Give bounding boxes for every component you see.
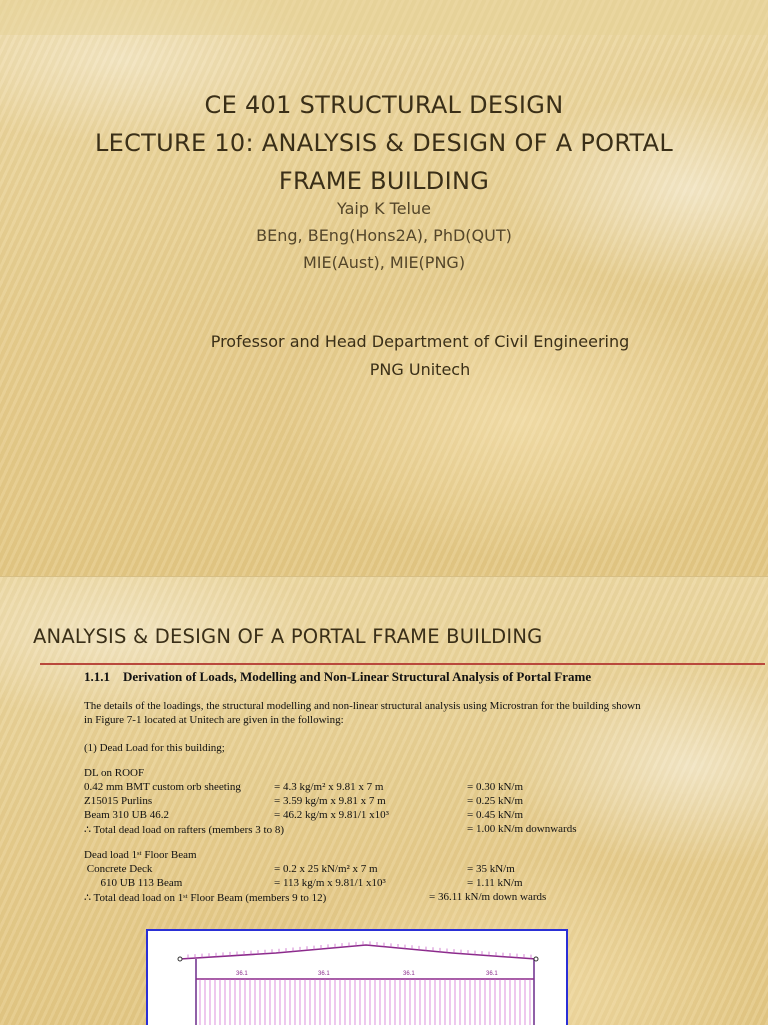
author-name: Yaip K Telue	[337, 199, 431, 218]
row-calc: = 113 kg/m x 9.81/1 x10³	[274, 877, 386, 889]
row-result: = 0.25 kN/m	[467, 795, 524, 807]
floor-row	[84, 877, 644, 891]
title-line: CE 401 STRUCTURAL DESIGN	[204, 91, 564, 119]
row-result: = 0.30 kN/m	[467, 781, 524, 793]
total-label: ∴ Total dead load on rafters (members 3 to 8)	[84, 824, 284, 836]
row-result: = 35 kN/m	[467, 863, 515, 875]
title-line: LECTURE 10: ANALYSIS & DESIGN OF A PORTAL	[94, 129, 674, 157]
floor-heading-text: Dead load 1ˢᵗ Floor Beam	[84, 849, 197, 861]
title-rule	[40, 663, 765, 665]
intro-paragraph: The details of the loadings, the structural modelling and non-linear structural analysis using Microstran for the building shown in Figure 7-1 located at Unitech are given in the following:	[84, 700, 641, 726]
row-result: = 1.11 kN/m	[467, 877, 523, 889]
row-calc: = 4.3 kg/m² x 9.81 x 7 m	[274, 781, 384, 793]
row-item: Concrete Deck	[84, 863, 153, 875]
author-memberships: MIE(Aust), MIE(PNG)	[302, 253, 466, 272]
dead-load-label: (1) Dead Load for this building;	[84, 742, 225, 754]
portal-frame-diagram	[148, 931, 566, 1025]
affiliation-block	[0, 328, 768, 384]
row-item: Beam 310 UB 46.2	[84, 809, 169, 821]
roof-load-arrows	[188, 941, 531, 958]
node	[534, 957, 538, 961]
row-item: 0.42 mm BMT custom orb sheeting	[84, 781, 241, 793]
load-label: 36.1	[318, 971, 330, 977]
document-excerpt	[84, 669, 644, 905]
total-value: = 1.00 kN/m downwards	[467, 823, 577, 835]
section-number: 1.1.1	[84, 669, 110, 684]
section-heading	[84, 669, 644, 685]
section-title: Derivation of Loads, Modelling and Non-Linear Structural Analysis of Portal Frame	[123, 669, 592, 684]
total-value: = 36.11 kN/m down wards	[429, 891, 547, 903]
roof-row	[84, 795, 644, 809]
row-calc: = 46.2 kg/m x 9.81/1 x10³	[274, 809, 389, 821]
total-label: ∴ Total dead load on 1ˢᵗ Floor Beam (members 9 to 12)	[84, 892, 327, 904]
floor-total	[84, 891, 644, 905]
author-degrees: BEng, BEng(Hons2A), PhD(QUT)	[256, 226, 512, 245]
portal-frame-figure	[146, 929, 568, 1025]
roof-row	[84, 781, 644, 795]
row-item: Z15015 Purlins	[84, 795, 153, 807]
load-label: 36.1	[486, 971, 498, 977]
floor-row	[84, 863, 644, 877]
floor-load-lines	[200, 979, 530, 1025]
load-label: 36.1	[236, 971, 248, 977]
roof-total	[84, 823, 644, 837]
top-band	[0, 0, 768, 35]
floor-heading	[84, 849, 644, 863]
title-line: FRAME BUILDING	[278, 167, 490, 195]
roof-rafters	[180, 945, 536, 959]
content-slide	[0, 576, 768, 1025]
node	[178, 957, 182, 961]
roof-heading	[84, 767, 644, 781]
affiliation-role: Professor and Head Department of Civil Engineering	[210, 332, 630, 351]
row-calc: = 3.59 kg/m x 9.81 x 7 m	[274, 795, 386, 807]
slide-title	[0, 86, 768, 200]
roof-row	[84, 809, 644, 823]
load-label: 36.1	[403, 971, 415, 977]
author-block	[0, 195, 768, 276]
row-result: = 0.45 kN/m	[467, 809, 524, 821]
row-item: 610 UB 113 Beam	[84, 877, 183, 889]
affiliation-org: PNG Unitech	[369, 360, 471, 379]
row-calc: = 0.2 x 25 kN/m² x 7 m	[274, 863, 378, 875]
slide-title: ANALYSIS & DESIGN OF A PORTAL FRAME BUILDING	[33, 625, 543, 648]
roof-heading-text: DL on ROOF	[84, 767, 145, 779]
